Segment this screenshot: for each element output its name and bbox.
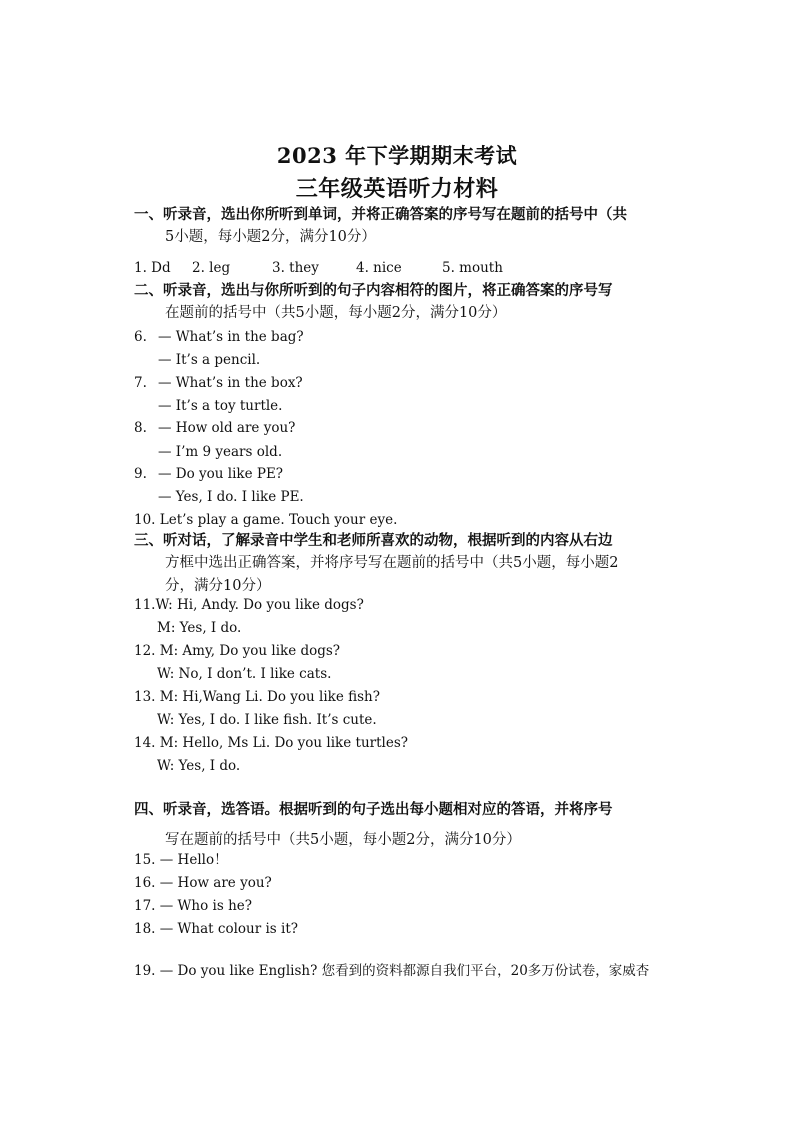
section4-heading-line2: 写在题前的括号中（共5小题，每小题2分，满分10分） [165,832,521,848]
list-item-answer: — I’m 9 years old. [158,444,283,460]
list-item: 16. — How are you? [134,875,272,891]
list-item-answer: — It’s a pencil. [158,352,261,368]
list-item-answer: — It’s a toy turtle. [158,398,283,414]
section2-heading [134,279,674,325]
list-item: 18. — What colour is it? [134,921,298,937]
word-item: 4. nice [356,260,402,276]
list-item: 7. — What’s in the box? [134,375,303,391]
word-item: 2. leg [192,260,231,276]
section2-heading-line1: 二、听录音，选出与你所听到的句子内容相符的图片，将正确答案的序号写 [134,282,613,299]
section1-word-list [134,259,503,277]
list-item-answer: — Yes, I do. I like PE. [158,489,304,505]
dialog-reply: W: No, I don’t. I like cats. [157,666,332,682]
word-item: 1. Dd [134,260,171,276]
dialog-reply: W: Yes, I do. I like fish. It’s cute. [157,712,377,728]
section2-heading-line2: 在题前的括号中（共5小题，每小题2分，满分10分） [165,305,507,321]
section1-heading [134,203,674,249]
dialog-line: 13. M: Hi,Wang Li. Do you like fish? [134,689,380,705]
dialog-line: 11.W: Hi, Andy. Do you like dogs? [134,597,364,613]
section1-heading-line1: 一、听录音，选出你所听到单词，并将正确答案的序号写在题前的括号中（共 [134,206,627,223]
section3-heading [134,529,674,598]
dialog-reply: W: Yes, I do. [157,758,241,774]
word-item: 5. mouth [442,260,503,276]
list-item: 17. — Who is he? [134,898,252,914]
section1-heading-line2: 5小题，每小题2分，满分10分） [165,229,376,245]
exam-subtitle: 三年级英语听力材料 [295,176,499,202]
list-item: 6. — What’s in the bag? [134,329,304,345]
list-item: 15. — Hello！ [134,852,228,868]
section3-heading-line3: 分，满分10分） [165,578,271,594]
dialog-reply: M: Yes, I do. [157,620,242,636]
word-item: 3. they [272,260,319,276]
list-item: 10. Let’s play a game. Touch your eye. [134,512,398,528]
list-item: 8. — How old are you? [134,420,296,436]
section3-heading-line1: 三、听对话，了解录音中学生和老师所喜欢的动物，根据听到的内容从右边 [134,532,613,549]
exam-title: 2023 年下学期期末考试 [276,143,518,168]
dialog-line: 14. M: Hello, Ms Li. Do you like turtles? [134,735,408,751]
section3-heading-line2: 方框中选出正确答案，并将序号写在题前的括号中（共5小题，每小题2 [165,555,619,571]
list-item: 9. — Do you like PE? [134,466,284,482]
section4-heading-line1: 四、听录音，选答语。根据听到的句子选出每小题相对应的答语，并将序号 [134,801,613,818]
section4-heading [134,794,674,856]
list-item: 19. — Do you like English? 您看到的资料都源自我们平台，20多万份试卷，家威杏 [134,963,650,979]
dialog-line: 12. M: Amy, Do you like dogs? [134,643,341,659]
